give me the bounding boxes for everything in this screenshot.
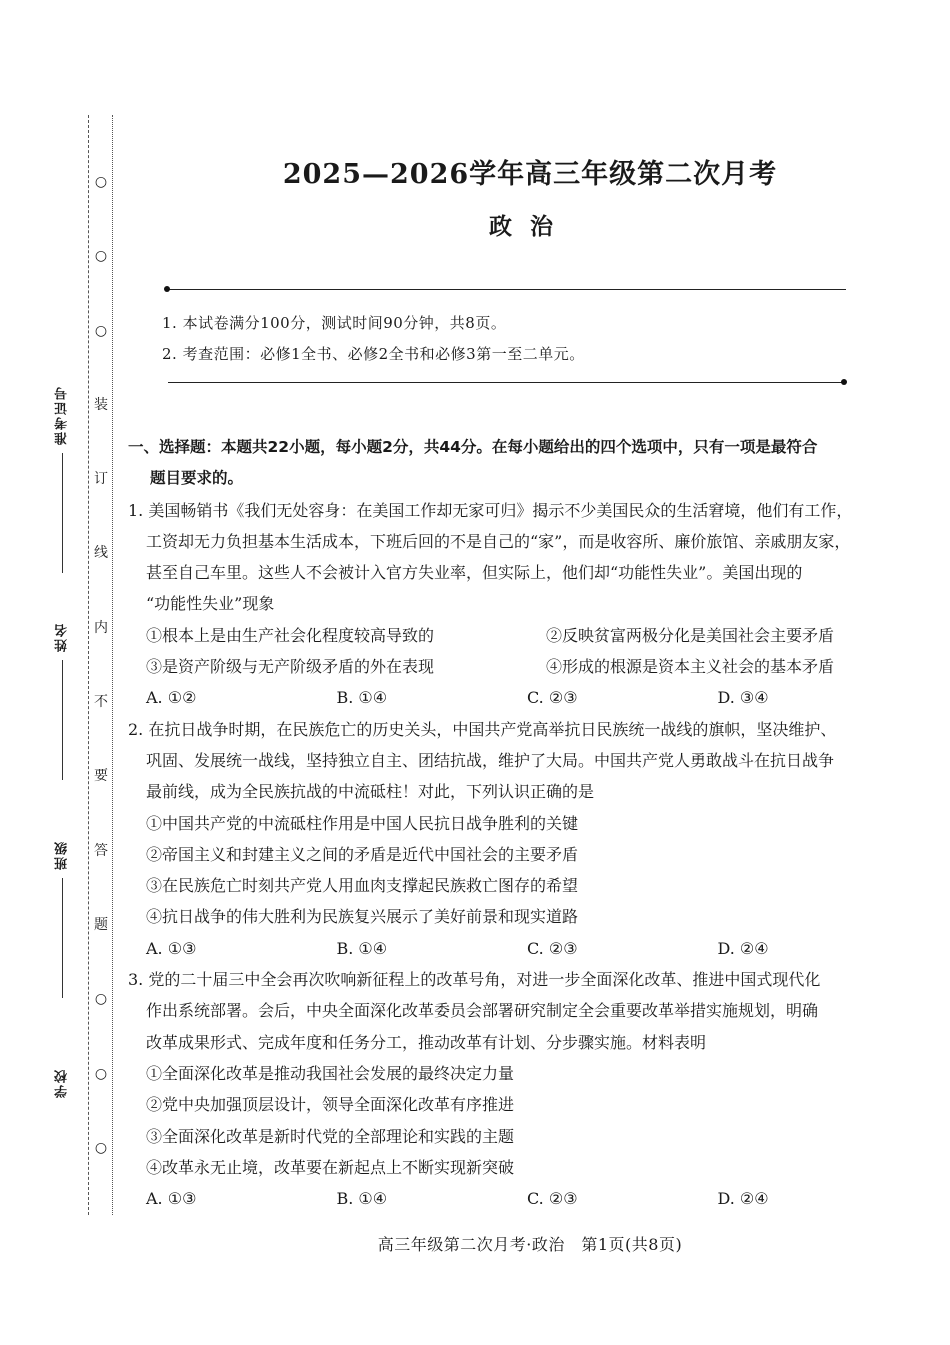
choice-c[interactable]: C. ②③	[527, 1189, 578, 1209]
school-label: 学校	[54, 1068, 70, 1098]
question-stem-line: 2. 在抗日战争时期，在民族危亡的历史关头，中国共产党高举抗日民族统一战线的旗帜，坚决维护、	[128, 719, 837, 739]
option-row	[128, 651, 908, 682]
school-field[interactable]	[50, 1068, 74, 1098]
class-underline	[62, 878, 63, 998]
exam-note: 2. 考查范围：必修1全书、必修2全书和必修3第一至二单元。	[162, 345, 585, 363]
statement-option: ③在民族危亡时刻共产党人用血肉支撑起民族救亡图存的希望	[146, 876, 579, 896]
question-stem-line: 最前线，成为全民族抗战的中流砥柱！对此，下列认识正确的是	[146, 782, 595, 802]
binding-marks	[92, 175, 110, 1155]
choice-a[interactable]: A. ①②	[146, 688, 197, 708]
choice-b[interactable]: B. ①④	[336, 938, 388, 958]
statement-option: ①中国共产党的中流砥柱作用是中国人民抗日战争胜利的关键	[146, 813, 579, 833]
binding-char: 题	[94, 916, 108, 933]
binding-circle: ○	[94, 322, 108, 339]
question-stem-line: 巩固、发展统一战线，坚持独立自主、团结抗战，维护了大局。中国共产党人勇敢战斗在抗日战争	[146, 750, 835, 770]
answer-choices	[128, 933, 908, 964]
question-stem-line: 1. 美国畅销书《我们无处容身：在美国工作却无家可归》揭示不少美国民众的生活窘境，他们有工作，	[128, 500, 853, 520]
binding-circle: ○	[94, 174, 108, 190]
binding-circle: ○	[94, 1139, 108, 1156]
answer-choices	[128, 1183, 908, 1214]
binding-char: 线	[94, 545, 108, 562]
exam-subject: 政治	[489, 213, 571, 240]
choice-c[interactable]: C. ②③	[527, 688, 578, 708]
header-rule-top	[168, 289, 846, 290]
choice-c[interactable]: C. ②③	[527, 938, 578, 958]
name-label: 姓名	[54, 622, 70, 652]
choice-d[interactable]: D. ②④	[717, 1189, 769, 1209]
question-stem-line: 工资却无力负担基本生活成本，下班后回的不是自己的“家”，而是收容所、廉价旅馆、亲戚朋友家，	[146, 531, 851, 551]
statement-option: ②反映贫富两极分化是美国社会主要矛盾	[546, 625, 835, 645]
statement-option: ④抗日战争的伟大胜利为民族复兴展示了美好前景和现实道路	[146, 907, 579, 927]
exam-title: 2025—2026学年高三年级第二次月考	[282, 159, 778, 190]
rule-dot	[164, 286, 170, 292]
binding-char: 装	[94, 396, 108, 413]
choice-b[interactable]: B. ①④	[336, 688, 388, 708]
binding-char: 内	[94, 619, 108, 636]
choice-a[interactable]: A. ①③	[146, 938, 197, 958]
statement-option: ②帝国主义和封建主义之间的矛盾是近代中国社会的主要矛盾	[146, 844, 579, 864]
binding-circle: ○	[94, 991, 108, 1008]
name-field[interactable]	[50, 622, 74, 780]
question-stem-line: 改革成果形式、完成年度和任务分工，推动改革有计划、分步骤实施。材料表明	[146, 1032, 707, 1052]
statement-option: ③是资产阶级与无产阶级矛盾的外在表现	[146, 657, 435, 677]
option-row	[128, 620, 908, 651]
binding-char: 答	[94, 842, 108, 859]
question-3	[128, 964, 908, 1214]
choice-a[interactable]: A. ①③	[146, 1189, 197, 1209]
exam-id-underline	[62, 453, 63, 573]
question-2	[128, 714, 908, 964]
statement-option: ④形成的根源是资本主义社会的基本矛盾	[546, 657, 835, 677]
header-rule-bottom	[168, 382, 846, 383]
exam-id-label: 准考证号	[54, 385, 70, 445]
exam-note: 1. 本试卷满分100分，测试时间90分钟，共8页。	[162, 314, 507, 332]
question-stem-line: 甚至自己车里。这些人不会被计入官方失业率，但实际上，他们却“功能性失业”。美国出现的	[146, 563, 803, 583]
binding-char: 要	[94, 768, 108, 785]
statement-option: ④改革永无止境，改革要在新起点上不断实现新突破	[146, 1157, 515, 1177]
binding-dashed-line	[88, 115, 89, 1215]
choice-d[interactable]: D. ②④	[717, 938, 769, 958]
choice-d[interactable]: D. ③④	[717, 688, 769, 708]
choice-b[interactable]: B. ①④	[336, 1189, 388, 1209]
binding-circle: ○	[94, 1065, 108, 1082]
section-heading-line: 题目要求的。	[150, 469, 244, 488]
rule-dot	[841, 379, 847, 385]
question-1	[128, 495, 908, 714]
answer-choices	[128, 682, 908, 713]
question-stem-line: “功能性失业”现象	[146, 594, 275, 614]
page-footer: 高三年级第二次月考·政治 第1页(共8页)	[377, 1235, 683, 1254]
binding-char: 不	[94, 694, 108, 711]
binding-circle: ○	[94, 248, 108, 265]
exam-content	[128, 432, 908, 1214]
statement-option: ①全面深化改革是推动我国社会发展的最终决定力量	[146, 1063, 515, 1083]
section-heading	[128, 432, 908, 495]
statement-option: ②党中央加强顶层设计，领导全面深化改革有序推进	[146, 1095, 515, 1115]
statement-option: ③全面深化改革是新时代党的全部理论和实践的主题	[146, 1126, 515, 1146]
section-heading-line: 一、选择题：本题共22小题，每小题2分，共44分。在每小题给出的四个选项中，只有一项是最符合	[128, 438, 818, 456]
binding-char: 订	[94, 471, 108, 488]
exam-id-field[interactable]	[50, 385, 74, 573]
question-stem-line: 作出系统部署。会后，中央全面深化改革委员会部署研究制定全会重要改革举措实施规划，明确	[146, 1001, 819, 1021]
name-underline	[62, 660, 63, 780]
class-field[interactable]	[50, 840, 74, 998]
binding-dotted-line	[112, 115, 113, 1215]
question-stem-line: 3. 党的二十届三中全会再次吹响新征程上的改革号角，对进一步全面深化改革、推进中国式现代化	[128, 970, 821, 990]
class-label: 班级	[54, 840, 70, 870]
statement-option: ①根本上是由生产社会化程度较高导致的	[146, 625, 435, 645]
